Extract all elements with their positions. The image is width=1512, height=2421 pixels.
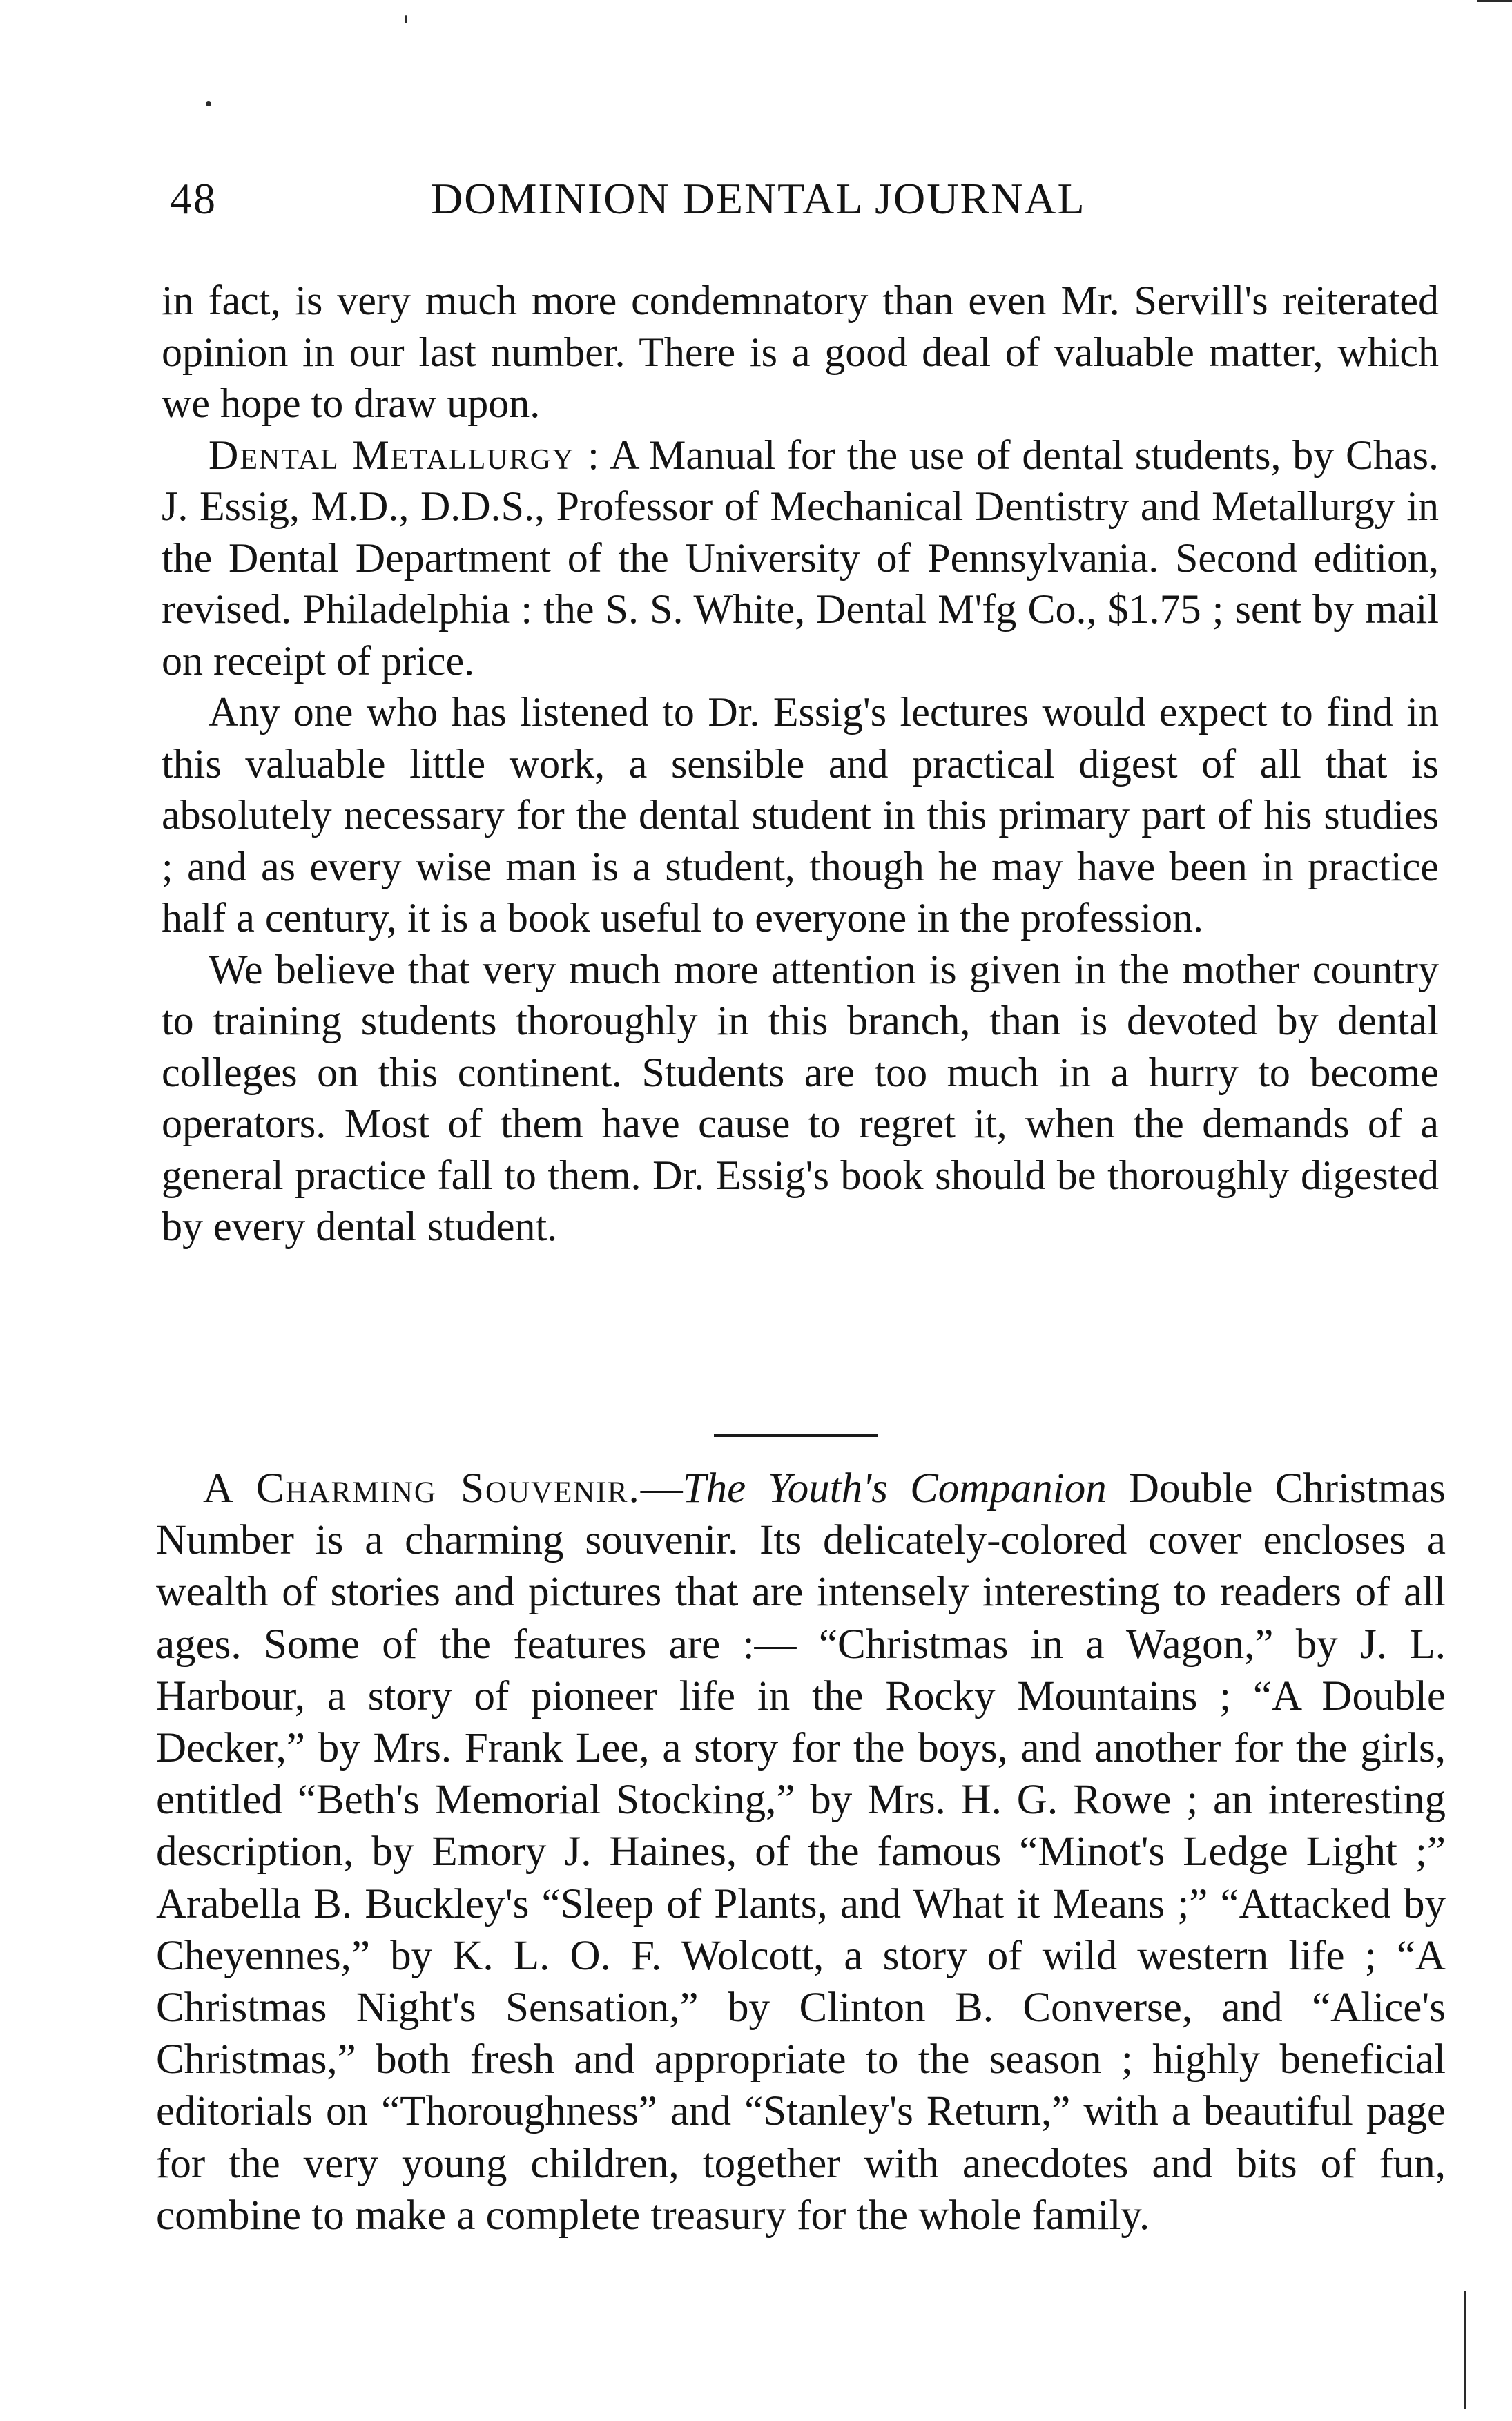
- scan-speck: [405, 15, 407, 23]
- page-header: [170, 171, 1413, 226]
- scan-edge-mark: [1477, 0, 1512, 2]
- souvenir-paragraph: [156, 1463, 1446, 2241]
- metallurgy-paragraph-2: We believe that very much more attention is given in the mother country to training students thoroughly in this branch, than is devoted by dental colleges on this continent. Students are too much in a hurry to become operators. Most of them have cause to regret it, when the demands of a general practice fall to them. Dr. Essig's book should be thoroughly digested by every dental student.: [162, 946, 1439, 1249]
- souvenir-text: Double Christmas Number is a charming souvenir. Its delicately-colored cover encloses a wealth of stories and pictures that are intensely interesting to readers of all ages. Some of the features are :— “Christmas in a Wagon,” by J. L. Harbour, a story of pioneer life in the Rocky Mountains ; “A Double Decker,” by Mrs. Frank Lee, a story for the boys, and another for the girls, entitled “Beth's Memorial Stocking,” by Mrs. H. G. Rowe ; an interesting description, by Emory J. Haines, of the famous “Minot's Ledge Light ;” Arabella B. Buckley's “Sleep of Plants, and What it Means ;” “Attacked by Cheyennes,” by K. L. O. F. Wolcott, a story of wild western life ; “A Christmas Night's Sensation,” by Clinton B. Converse, and “Alice's Christmas,” both fresh and appropriate to the season ; highly beneficial editorials on “Thoroughness” and “Stanley's Return,” with a beautiful page for the very young children, together with anecdotes and bits of fun, combine to make a complete treasury for the whole family.: [156, 1465, 1446, 2239]
- metallurgy-citation-text: A Manual for the use of dental students, by Chas. J. Essig, M.D., D.D.S., Professor of Mechanical Dentistry and Metallurgy in the Dental Department of the University of Pennsylvania. Second edition, revised. Philadelphia : the S. S. White, Dental M'fg Co., $1.75 ; sent by mail on receipt of price.: [162, 432, 1439, 684]
- running-title: DOMINION DENTAL JOURNAL: [431, 174, 1086, 223]
- section-divider: [714, 1434, 878, 1437]
- page-number: 48: [170, 174, 217, 223]
- metallurgy-heading: Dental Metallurgy :: [209, 432, 601, 478]
- body-text-upper: [162, 275, 1439, 1253]
- souvenir-dash: —: [640, 1465, 683, 1512]
- souvenir-heading: A Charming Souvenir.: [203, 1465, 641, 1512]
- scan-edge-mark: [1464, 2291, 1466, 2409]
- scan-speck: [206, 101, 211, 106]
- body-text-lower: [156, 1463, 1446, 2241]
- magazine-title: The Youth's Companion: [682, 1465, 1107, 1512]
- metallurgy-paragraph-1: Any one who has listened to Dr. Essig's lectures would expect to find in this valuable little work, a sensible and practical digest of all that is absolutely necessary for the dental student in this primary part of his studies ; and as every wise man is a student, though he may have been in practice half a century, it is a book useful to everyone in the profession.: [162, 689, 1439, 941]
- metallurgy-citation: [162, 430, 1439, 687]
- continuation-paragraph: in fact, is very much more condemnatory than even Mr. Servill's reiterated opinion in our last number. There is a good deal of valuable matter, which we hope to draw upon.: [162, 278, 1439, 426]
